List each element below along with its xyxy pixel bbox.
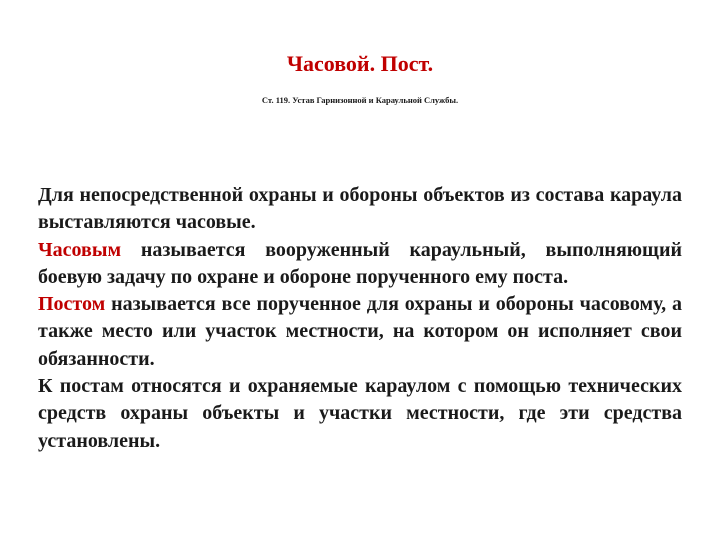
paragraph-intro xyxy=(38,182,682,237)
paragraph-sentry-text: называется вооруженный караульный, выполняющий боевую задачу по охране и обороне порученного ему поста. xyxy=(38,238,682,288)
paragraph-sentry-definition xyxy=(38,237,682,292)
paragraph-post-text: называется все порученное для охраны и обороны часовому, а также место или участок местности, на котором он исполняет свои обязанности. xyxy=(38,293,682,370)
paragraph-intro-text: Для непосредственной охраны и обороны объектов из состава караула выставляются часовые. xyxy=(38,184,682,234)
slide-title: Часовой. Пост. xyxy=(286,51,434,76)
paragraph-technical-posts-text: К постам относятся и охраняемые караулом с помощью технических средств охраны объекты и участки местности, где эти средства установлены. xyxy=(38,375,682,452)
slide-subtitle: Ст. 119. Устав Гарнизонной и Караульной Службы. xyxy=(261,95,459,105)
paragraph-post-definition xyxy=(38,291,682,373)
term-sentry: Часовым xyxy=(38,238,122,261)
term-post: Постом xyxy=(38,293,106,316)
paragraph-technical-posts xyxy=(38,373,682,455)
body-text xyxy=(38,182,682,455)
